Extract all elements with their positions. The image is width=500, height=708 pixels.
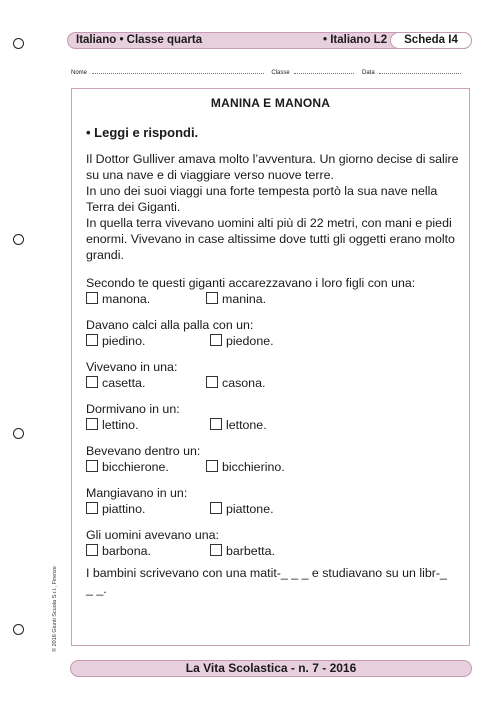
- copyright-notice: © 2016 Giunti Scuola S.r.l., Firenze: [52, 566, 58, 652]
- answer-option[interactable]: [86, 291, 150, 307]
- option-label: piattino.: [102, 502, 146, 516]
- checkbox[interactable]: [210, 418, 222, 430]
- answer-option[interactable]: [210, 543, 275, 559]
- binder-hole: [13, 428, 24, 439]
- question-text: Bevevano dentro un:: [86, 444, 201, 458]
- closing-exercise: I bambini scrivevano con una matit-_ _ _ e studiavano su un libr-_ _ _.: [86, 566, 447, 596]
- header-subject: Italiano • Classe quarta: [76, 34, 203, 46]
- checkbox[interactable]: [206, 292, 218, 304]
- option-label: barbetta.: [226, 544, 275, 558]
- checkbox[interactable]: [210, 502, 222, 514]
- question-text: Davano calci alla palla con un:: [86, 318, 254, 332]
- nome-field[interactable]: [92, 68, 264, 74]
- binder-hole: [13, 234, 24, 245]
- option-label: piattone.: [226, 502, 274, 516]
- checkbox[interactable]: [86, 544, 98, 556]
- answer-option[interactable]: [206, 459, 285, 475]
- checkbox[interactable]: [86, 418, 98, 430]
- header-sheet-tab: Scheda I4: [390, 32, 472, 49]
- option-label: lettone.: [226, 418, 267, 432]
- classe-label: Classe: [271, 70, 290, 76]
- nome-label: Nome: [71, 70, 88, 76]
- data-field[interactable]: [379, 68, 461, 74]
- checkbox[interactable]: [86, 460, 98, 472]
- option-label: lettino.: [102, 418, 139, 432]
- answer-option[interactable]: [206, 375, 265, 391]
- answer-option[interactable]: [86, 417, 139, 433]
- question-text: Mangiavano in un:: [86, 486, 188, 500]
- checkbox[interactable]: [206, 460, 218, 472]
- answer-option[interactable]: [86, 501, 145, 517]
- answer-option[interactable]: [86, 459, 169, 475]
- option-label: casona.: [222, 376, 266, 390]
- answer-option[interactable]: [210, 417, 267, 433]
- worksheet-title: MANINA E MANONA: [210, 96, 331, 110]
- option-label: manona.: [102, 292, 151, 306]
- footer-band: La Vita Scolastica - n. 7 - 2016: [70, 660, 472, 677]
- checkbox[interactable]: [210, 334, 222, 346]
- answer-option[interactable]: [210, 333, 274, 349]
- story-text: [86, 151, 461, 263]
- option-label: barbona.: [102, 544, 151, 558]
- checkbox[interactable]: [86, 502, 98, 514]
- option-label: casetta.: [102, 376, 146, 390]
- answer-option[interactable]: [86, 333, 145, 349]
- binder-hole: [13, 624, 24, 635]
- option-label: piedone.: [226, 334, 274, 348]
- question-text: Dormivano in un:: [86, 402, 180, 416]
- worksheet-instruction: • Leggi e rispondi.: [86, 125, 199, 140]
- checkbox[interactable]: [206, 376, 218, 388]
- answer-option[interactable]: [206, 291, 266, 307]
- story-paragraph: In quella terra vivevano uomini alti più di 22 metri, con mani e piedi enormi. Vivevano in case altissime dove tutti gli oggetti erano molto grandi.: [86, 216, 455, 262]
- checkbox[interactable]: [86, 292, 98, 304]
- header-band: [67, 32, 472, 49]
- question-text: Gli uomini avevano una:: [86, 528, 219, 542]
- binder-hole: [13, 38, 24, 49]
- option-label: piedino.: [102, 334, 146, 348]
- worksheet-box: [71, 88, 470, 646]
- answer-option[interactable]: [210, 501, 274, 517]
- option-label: bicchierino.: [222, 460, 285, 474]
- classe-field[interactable]: [294, 68, 354, 74]
- data-label: Data: [362, 70, 375, 76]
- checkbox[interactable]: [86, 376, 98, 388]
- question-text: Vivevano in una:: [86, 360, 178, 374]
- answer-option[interactable]: [86, 543, 151, 559]
- checkbox[interactable]: [86, 334, 98, 346]
- question-text: Secondo te questi giganti accarezzavano i loro figli con una:: [86, 276, 416, 290]
- option-label: bicchierone.: [102, 460, 169, 474]
- story-paragraph: In uno dei suoi viaggi una forte tempesta portò la sua nave nella Terra dei Giganti.: [86, 184, 438, 214]
- student-info-line: [71, 68, 471, 76]
- answer-option[interactable]: [86, 375, 145, 391]
- checkbox[interactable]: [210, 544, 222, 556]
- story-paragraph: Il Dottor Gulliver amava molto l’avventura. Un giorno decise di salire su una nave e di viaggiare verso nuove terre.: [86, 152, 459, 182]
- header-course: • Italiano L2: [323, 34, 388, 46]
- option-label: manina.: [222, 292, 267, 306]
